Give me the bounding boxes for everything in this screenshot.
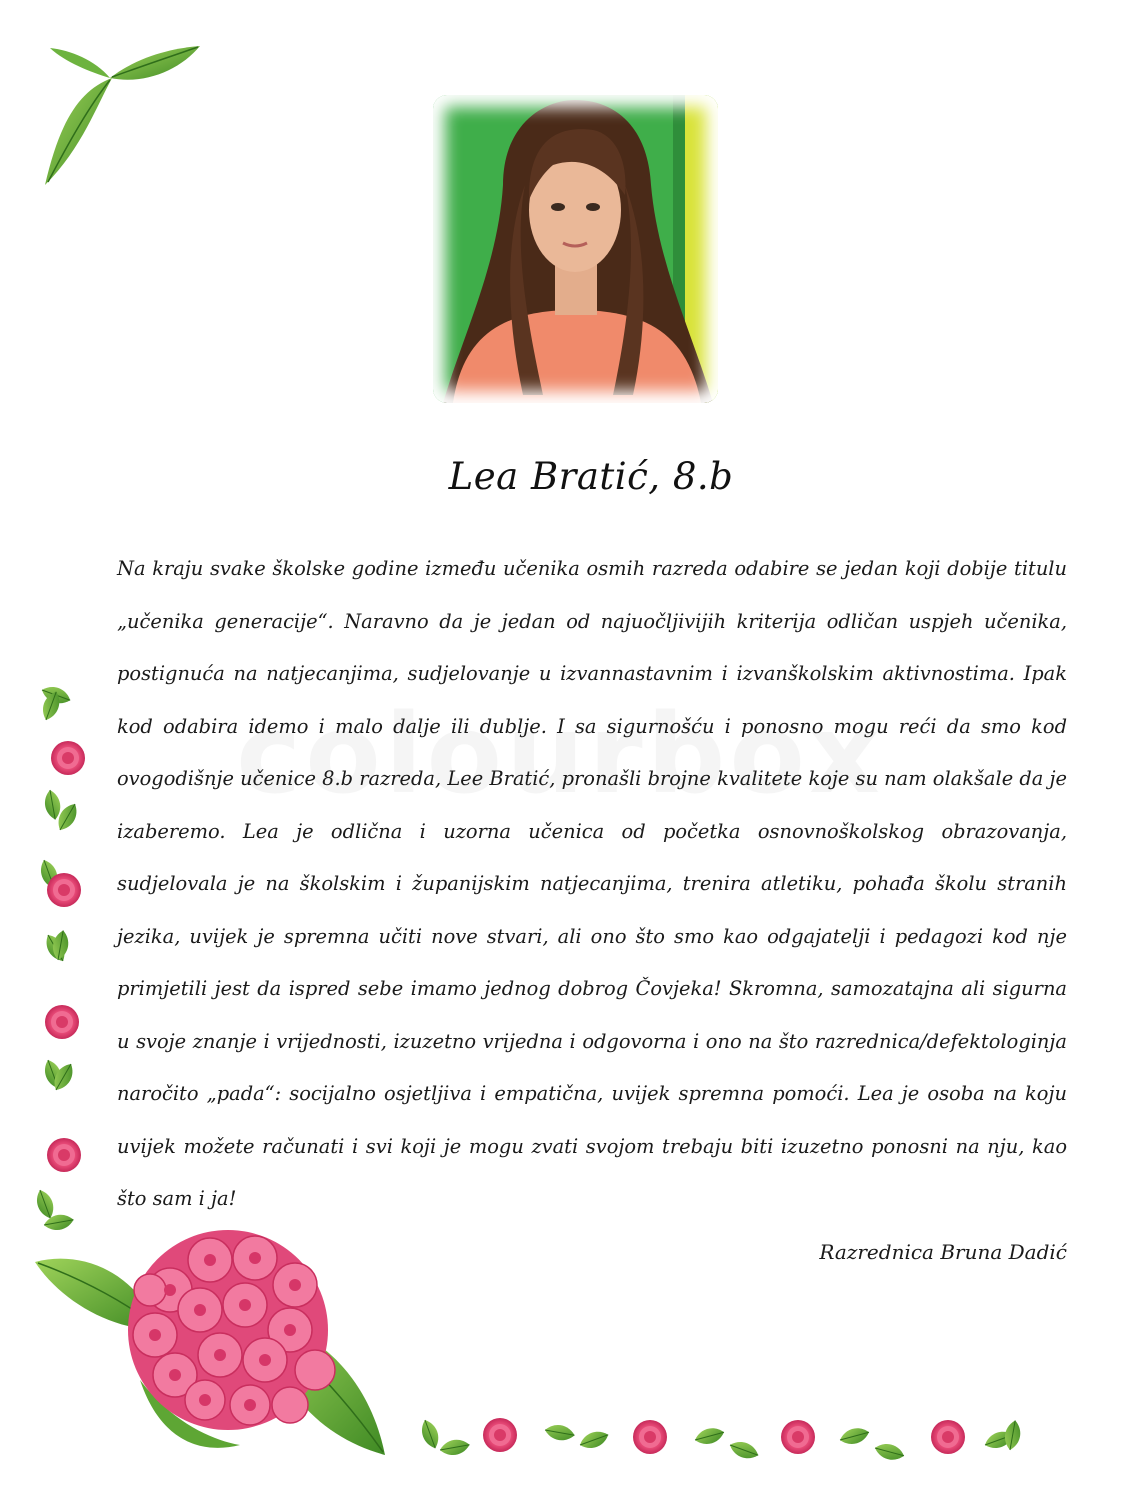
top-left-leaf-icon bbox=[45, 46, 200, 185]
photo-vignette bbox=[433, 95, 718, 403]
bottom-garland-decoration bbox=[418, 1417, 1023, 1463]
page-title: Lea Bratić, 8.b bbox=[448, 455, 734, 498]
left-garland-decoration bbox=[33, 683, 85, 1232]
body-paragraph: Na kraju svake školske godine između učenika osmih razreda odabire se jedan koji dobije titulu „učenika generacije“. Naravno da je jedan od najuočljivijih kriterija odličan uspjeh učenika, postignuća na natjecanjima, sudjelovanje u izvannastavnim i izvanškolskim aktivnostima. Ipak kod odabira idemo i malo dalje ili dublje. I sa sigurnošću i ponosno mogu reći da smo kod ovogodišnje učenice 8.b razreda, Lee Bratić, pronašli brojne kvalitete koje su nam olakšale da je izaberemo. Lea je odlična i uzorna učenica od početka osnovnoškolskog obrazovanja, sudjelovala je na školskim i županijskim natjecanjima, trenira atletiku, pohađa školu stranih jezika, uvijek je spremna učiti nove stvari, ali ono što smo kao odgajatelji i pedagozi kod nje primjetili jest da ispred sebe imamo jednog dobrog Čovjeka! Skromna, samozatajna ali sigurna u svoje znanje i vrijednosti, izuzetno vrijedna i odgovorna i ono na što razrednica/defektologinja naročito „pada“: socijalno osjetljiva i empatična, uvijek spremna pomoći. Lea je osoba na koju uvijek možete računati i svi koji je mogu zvati svojom trebaju biti izuzetno ponosni na nju, kao što sam i ja! bbox=[117, 557, 1067, 1210]
hydrangea-flower-icon bbox=[35, 1230, 385, 1455]
signature: Razrednica Bruna Dadić bbox=[819, 1240, 1067, 1264]
student-portrait-photo bbox=[433, 95, 718, 403]
